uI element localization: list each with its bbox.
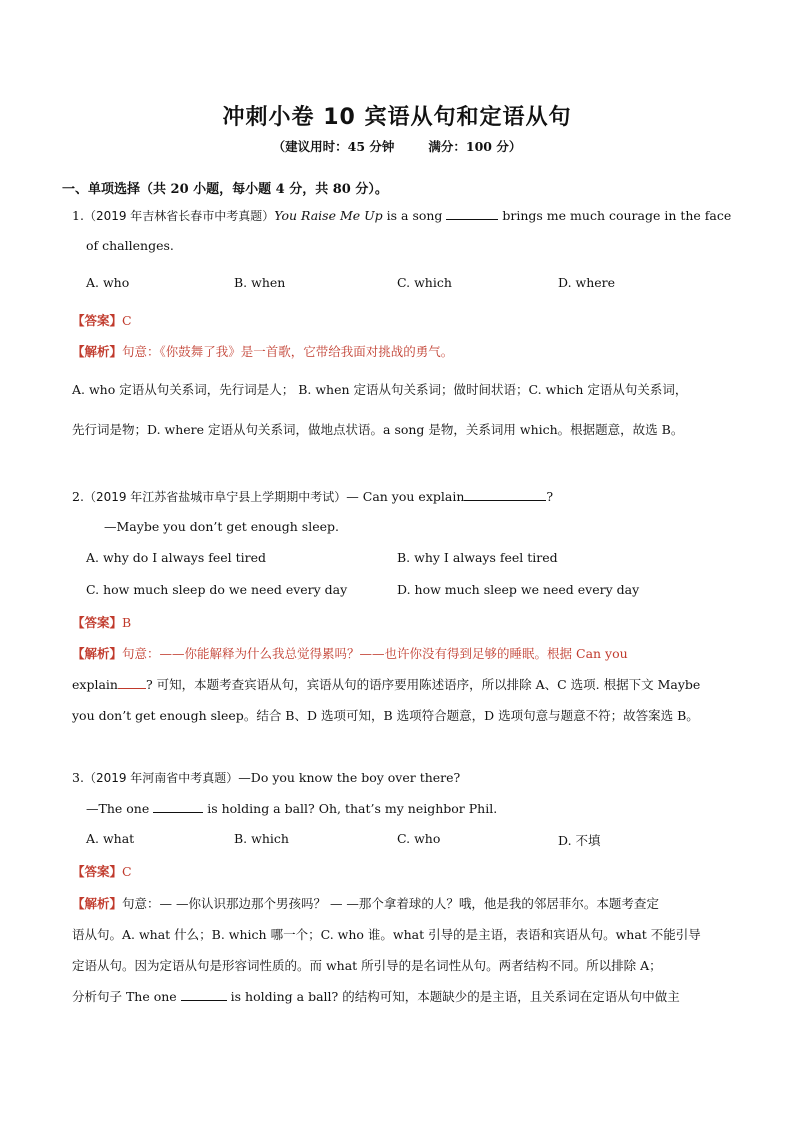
q2-source: （2019 年江苏省盐城市阜宁县上学期期中考试） bbox=[83, 490, 347, 504]
q3-source: （2019 年河南省中考真题） bbox=[83, 771, 239, 785]
q3-analysis-text-4a: 分析句子 The one bbox=[72, 989, 181, 1004]
q1-analysis-line-3: 先行词是物；D. where 定语从句关系词，做地点状语。a song 是物，关系词用 which。根据题意，故选 B。 bbox=[72, 422, 684, 437]
q3-option-c: C. who bbox=[397, 831, 441, 846]
q2-analysis-text-1b: Can you bbox=[576, 646, 628, 661]
q1-stem-line-1 bbox=[72, 207, 731, 224]
q2-analysis-text-2a: explain bbox=[72, 677, 118, 692]
q2-number: 2. bbox=[72, 489, 84, 504]
q2-analysis-tag: 【解析】 bbox=[72, 646, 123, 661]
q2-option-d: D. how much sleep we need every day bbox=[397, 582, 640, 597]
q3-answer bbox=[72, 862, 132, 880]
q3-stem-line-2 bbox=[86, 800, 497, 816]
q2-analysis-line-3: you don’t get enough sleep。结合 B、D 选项可知，B 选项符合题意，D 选项句意与题意不符；故答案选 B。 bbox=[72, 708, 699, 723]
q1-blank bbox=[446, 207, 498, 220]
q3-answer-value: C bbox=[122, 864, 132, 879]
q3-stem-b2: is holding a ball? Oh, that’s my neighbor Phil. bbox=[203, 801, 498, 816]
q1-analysis-text-1: 句意：《你鼓舞了我》是一首歌，它带给我面对挑战的勇气。 bbox=[122, 344, 454, 359]
q3-option-d: D. 不填 bbox=[558, 833, 601, 848]
q1-stem-line-2: of challenges. bbox=[86, 238, 174, 253]
q3-number: 3. bbox=[72, 770, 84, 785]
page-title: 冲刺小卷 10 宾语从句和定语从句 bbox=[222, 105, 572, 130]
q2-answer-tag: 【答案】 bbox=[72, 615, 123, 630]
q3-analysis-line-4 bbox=[72, 987, 680, 1005]
q1-number: 1. bbox=[72, 208, 84, 223]
suggested-time: （建议用时：45 分钟 bbox=[272, 139, 395, 154]
q2-analysis-line-2 bbox=[72, 675, 700, 693]
section-heading: 一、单项选择（共 20 小题，每小题 4 分，共 80 分）。 bbox=[62, 182, 388, 197]
q3-analysis-line-2: 语从句。A. what 什么；B. which 哪一个；C. who 谁。what 引导的是主语，表语和宾语从句。what 不能引导 bbox=[72, 927, 701, 942]
full-score: 满分：100 分） bbox=[428, 139, 522, 154]
q1-song-title: You Raise Me Up bbox=[274, 208, 383, 223]
q2-answer bbox=[72, 613, 131, 631]
q2-option-c: C. how much sleep do we need every day bbox=[86, 582, 348, 597]
q2-stem-line-1 bbox=[72, 488, 553, 505]
q3-answer-tag: 【答案】 bbox=[72, 864, 123, 879]
q3-analysis-blank bbox=[181, 988, 227, 1001]
q3-option-b: B. which bbox=[234, 831, 289, 846]
q3-analysis-line-3: 定语从句。因为定语从句是形容词性质的。而 what 所引导的是名词性从句。两者结构不同。所以排除 A； bbox=[72, 958, 662, 973]
q2-stem-line-2: —Maybe you don’t get enough sleep. bbox=[104, 519, 339, 534]
q2-stem-b: ? bbox=[546, 489, 554, 504]
q2-analysis-text-1: 句意：——你能解释为什么我总觉得累吗？——也许你没有得到足够的睡眠。根据 bbox=[122, 646, 576, 661]
q3-analysis-line-1 bbox=[72, 894, 659, 912]
q2-analysis-line-1 bbox=[72, 644, 628, 662]
q1-answer bbox=[72, 311, 132, 329]
q2-analysis-text-2b: ? 可知，本题考查宾语从句，宾语从句的语序要用陈述语序，所以排除 A、C 选项. 根据下文 Maybe bbox=[145, 677, 701, 692]
q2-answer-value: B bbox=[122, 615, 132, 630]
q1-option-b: B. when bbox=[234, 275, 286, 290]
q3-stem-a: —Do you know the boy over there? bbox=[238, 770, 461, 785]
q2-blank bbox=[464, 488, 546, 501]
q1-source: （2019 年吉林省长春市中考真题） bbox=[83, 209, 275, 223]
q1-answer-tag: 【答案】 bbox=[72, 313, 123, 328]
q1-option-a: A. who bbox=[86, 275, 130, 290]
q1-option-c: C. which bbox=[397, 275, 452, 290]
q3-stem-b1: —The one bbox=[86, 801, 154, 816]
q2-option-a: A. why do I always feel tired bbox=[86, 550, 267, 565]
q1-option-d: D. where bbox=[558, 275, 616, 290]
q3-stem-line-1 bbox=[72, 769, 460, 786]
q2-option-b: B. why I always feel tired bbox=[397, 550, 558, 565]
q3-analysis-tag: 【解析】 bbox=[72, 896, 123, 911]
q3-blank bbox=[153, 800, 203, 813]
q3-analysis-text-1: 句意：— —你认识那边那个男孩吗？ — —那个拿着球的人？哦，他是我的邻居菲尔。本题考查定 bbox=[122, 896, 659, 911]
q1-analysis-line-2: A. who 定语从句关系词，先行词是人； B. when 定语从句关系词；做时间状语；C. which 定语从句关系词， bbox=[72, 382, 688, 397]
q2-stem-a: — Can you explain bbox=[346, 489, 465, 504]
q1-analysis-tag: 【解析】 bbox=[72, 344, 123, 359]
q1-stem-a: is a song bbox=[382, 208, 447, 223]
q3-analysis-text-4b: is holding a ball? 的结构可知，本题缺少的是主语，且关系词在定语从句中做主 bbox=[226, 989, 680, 1004]
page-subtitle bbox=[0, 137, 794, 155]
q3-option-a: A. what bbox=[86, 831, 135, 846]
q2-analysis-blank bbox=[118, 676, 146, 689]
q1-stem-b: brings me much courage in the face bbox=[498, 208, 732, 223]
q1-analysis-line-1 bbox=[72, 342, 453, 360]
q1-answer-value: C bbox=[122, 313, 132, 328]
